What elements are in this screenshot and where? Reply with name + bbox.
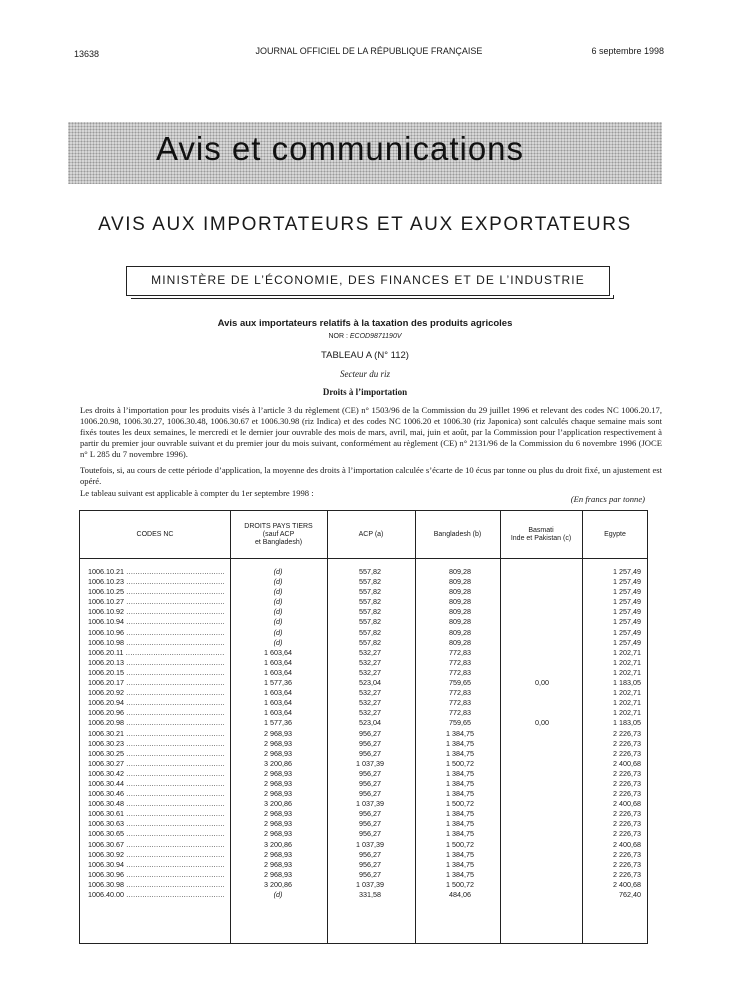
droit-egypte: 2 226,73 bbox=[613, 819, 641, 829]
droit-egypte: 1 257,49 bbox=[613, 597, 641, 607]
droit-bangladesh: 809,28 bbox=[449, 597, 471, 607]
droit-acp: 557,82 bbox=[359, 577, 381, 587]
code-nc: 1006.20.15 ..... bbox=[88, 668, 224, 678]
sector: Secteur du riz bbox=[340, 369, 390, 379]
code-nc: 1006.20.96 ..... bbox=[88, 708, 224, 718]
publication-date: 6 septembre 1998 bbox=[591, 46, 664, 56]
droit-bangladesh: 484,06 bbox=[449, 890, 471, 899]
code-nc: 1006.30.61 ..... bbox=[88, 809, 224, 819]
droit-acp: 532,27 bbox=[359, 708, 381, 718]
droit-pays-tiers: 2 968,93 bbox=[264, 829, 292, 839]
notice-title: Avis aux importateurs relatifs à la taxation des produits agricoles bbox=[217, 318, 513, 329]
droit-bangladesh: 1 384,75 bbox=[446, 829, 474, 839]
droit-bangladesh: 809,28 bbox=[449, 607, 471, 617]
droit-acp: 1 037,39 bbox=[356, 799, 384, 809]
droit-egypte: 1 202,71 bbox=[613, 657, 641, 667]
droit-bangladesh: 1 500,72 bbox=[446, 758, 474, 768]
section-title: AVIS AUX IMPORTATEURS ET AUX EXPORTATEURS bbox=[98, 214, 632, 235]
droit-egypte: 2 226,73 bbox=[613, 738, 641, 748]
header-codes-nc: CODES NC bbox=[136, 530, 174, 538]
droit-bangladesh: 1 384,75 bbox=[446, 768, 474, 778]
droit-bangladesh: 1 384,75 bbox=[446, 789, 474, 799]
paragraph-2: Toutefois, si, au cours de cette période d’application, la moyenne des droits à l’importation calculée s’écarte de 10 écus par tonne ou plus du droit fixé, un ajustement est opéré. bbox=[80, 465, 662, 486]
header-basmati: Basmati Inde et Pakistan (c) bbox=[510, 526, 572, 542]
droit-pays-tiers: 2 968,93 bbox=[264, 768, 292, 778]
droit-pays-tiers: 1 603,64 bbox=[264, 647, 292, 657]
nor-reference bbox=[80, 333, 650, 340]
droit-bangladesh: 1 384,75 bbox=[446, 778, 474, 788]
droit-pays-tiers: (d) bbox=[273, 577, 283, 587]
droit-egypte: 1 257,49 bbox=[613, 607, 641, 617]
table-row bbox=[80, 769, 647, 779]
droit-egypte: 2 226,73 bbox=[613, 728, 641, 738]
droit-egypte: 1 257,49 bbox=[613, 577, 641, 587]
code-nc: 1006.30.46 ..... bbox=[88, 789, 224, 799]
droit-egypte: 2 400,68 bbox=[613, 839, 641, 849]
table-row bbox=[80, 789, 647, 799]
table-row bbox=[80, 749, 647, 759]
droit-acp: 956,27 bbox=[359, 819, 381, 829]
droit-bangladesh: 759,65 bbox=[449, 718, 471, 728]
page-number: 13638 bbox=[74, 49, 100, 59]
droit-bangladesh: 772,83 bbox=[449, 657, 471, 667]
droit-acp: 557,82 bbox=[359, 567, 381, 576]
droit-egypte: 1 257,49 bbox=[613, 587, 641, 597]
table-row bbox=[80, 799, 647, 809]
paragraph-3: Le tableau suivant est applicable à compter du 1er septembre 1998 : bbox=[80, 488, 314, 498]
droit-pays-tiers: 2 968,93 bbox=[264, 728, 292, 738]
table-row bbox=[80, 597, 647, 607]
droit-bangladesh: 809,28 bbox=[449, 627, 471, 637]
droit-egypte: 2 400,68 bbox=[613, 799, 641, 809]
code-nc: 1006.10.25 ..... bbox=[88, 587, 224, 597]
droit-bangladesh: 1 500,72 bbox=[446, 839, 474, 849]
code-nc: 1006.30.42 ..... bbox=[88, 769, 224, 779]
droit-bangladesh: 1 384,75 bbox=[446, 819, 474, 829]
code-nc: 1006.20.13 ..... bbox=[88, 658, 224, 668]
nor-code: ECOD9871190V bbox=[349, 333, 402, 340]
droit-bangladesh: 759,65 bbox=[449, 678, 471, 688]
droit-egypte: 2 226,73 bbox=[613, 809, 641, 819]
code-nc: 1006.20.92 ..... bbox=[88, 688, 224, 698]
droit-pays-tiers: (d) bbox=[273, 637, 283, 647]
droit-pays-tiers: (d) bbox=[273, 597, 283, 607]
code-nc: 1006.30.44 ..... bbox=[88, 779, 224, 789]
droit-pays-tiers: 1 603,64 bbox=[264, 657, 292, 667]
droit-egypte: 1 257,49 bbox=[613, 567, 641, 576]
droit-pays-tiers: 1 603,64 bbox=[264, 698, 292, 708]
droit-pays-tiers: (d) bbox=[273, 567, 283, 576]
droit-bangladesh: 772,83 bbox=[449, 698, 471, 708]
droit-egypte: 1 202,71 bbox=[613, 667, 641, 677]
droit-bangladesh: 1 384,75 bbox=[446, 728, 474, 738]
droit-acp: 956,27 bbox=[359, 728, 381, 738]
droit-pays-tiers: 2 968,93 bbox=[264, 778, 292, 788]
droit-acp: 956,27 bbox=[359, 768, 381, 778]
droit-pays-tiers: 2 968,93 bbox=[264, 849, 292, 859]
droit-bangladesh: 772,83 bbox=[449, 688, 471, 698]
droit-egypte: 1 183,05 bbox=[613, 678, 641, 688]
code-nc: 1006.10.98 ..... bbox=[88, 638, 224, 648]
droit-pays-tiers: 3 200,86 bbox=[264, 758, 292, 768]
droit-acp: 1 037,39 bbox=[356, 879, 384, 889]
code-nc: 1006.10.27 ..... bbox=[88, 597, 224, 607]
droit-bangladesh: 772,83 bbox=[449, 708, 471, 718]
code-nc: 1006.30.94 ..... bbox=[88, 860, 224, 870]
header-pays-tiers: DROITS PAYS TIERS (sauf ACP et Bangladesh) bbox=[244, 522, 313, 546]
journal-title: JOURNAL OFFICIEL DE LA RÉPUBLIQUE FRANÇAISE bbox=[255, 46, 483, 56]
code-nc: 1006.30.21 ..... bbox=[88, 729, 224, 739]
droit-pays-tiers: 2 968,93 bbox=[264, 859, 292, 869]
code-nc: 1006.20.17 ..... bbox=[88, 678, 224, 688]
droit-bangladesh: 809,28 bbox=[449, 567, 471, 576]
table-row bbox=[80, 698, 647, 708]
code-nc: 1006.30.63 ..... bbox=[88, 819, 224, 829]
header-acp: ACP (a) bbox=[358, 530, 384, 538]
droit-acp: 557,82 bbox=[359, 597, 381, 607]
code-nc: 1006.10.94 ..... bbox=[88, 617, 224, 627]
code-nc: 1006.30.92 ..... bbox=[88, 850, 224, 860]
droit-acp: 956,27 bbox=[359, 778, 381, 788]
droit-acp: 956,27 bbox=[359, 748, 381, 758]
droit-bangladesh: 1 500,72 bbox=[446, 799, 474, 809]
droit-egypte: 1 257,49 bbox=[613, 627, 641, 637]
droit-pays-tiers: (d) bbox=[273, 607, 283, 617]
droit-egypte: 2 226,73 bbox=[613, 778, 641, 788]
table-row bbox=[80, 688, 647, 698]
box-shadow-line bbox=[131, 295, 614, 299]
droit-pays-tiers: (d) bbox=[273, 587, 283, 597]
droit-acp: 532,27 bbox=[359, 698, 381, 708]
table-row bbox=[80, 729, 647, 739]
droit-acp: 1 037,39 bbox=[356, 758, 384, 768]
droit-pays-tiers: 3 200,86 bbox=[264, 879, 292, 889]
table-row bbox=[80, 759, 647, 769]
droit-acp: 557,82 bbox=[359, 627, 381, 637]
droit-acp: 532,27 bbox=[359, 647, 381, 657]
droit-acp: 956,27 bbox=[359, 829, 381, 839]
droit-acp: 956,27 bbox=[359, 789, 381, 799]
table-row bbox=[80, 678, 647, 688]
nor-label: NOR : bbox=[328, 333, 348, 340]
duties-table bbox=[79, 510, 648, 944]
droit-pays-tiers: (d) bbox=[273, 890, 283, 899]
droit-pays-tiers: 3 200,86 bbox=[264, 839, 292, 849]
droit-pays-tiers: 1 603,64 bbox=[264, 667, 292, 677]
droit-egypte: 1 202,71 bbox=[613, 647, 641, 657]
droit-egypte: 1 257,49 bbox=[613, 637, 641, 647]
table-row bbox=[80, 658, 647, 668]
code-nc: 1006.30.23 ..... bbox=[88, 739, 224, 749]
droit-bangladesh: 772,83 bbox=[449, 647, 471, 657]
table-row bbox=[80, 617, 647, 627]
droit-egypte: 2 226,73 bbox=[613, 829, 641, 839]
code-nc: 1006.10.96 ..... bbox=[88, 628, 224, 638]
droit-pays-tiers: 2 968,93 bbox=[264, 819, 292, 829]
droit-acp: 956,27 bbox=[359, 869, 381, 879]
droit-egypte: 1 202,71 bbox=[613, 688, 641, 698]
droit-basmati: 0,00 bbox=[535, 718, 549, 728]
code-nc: 1006.20.11 ..... bbox=[88, 648, 224, 658]
droit-acp: 956,27 bbox=[359, 859, 381, 869]
droit-egypte: 2 226,73 bbox=[613, 859, 641, 869]
table-title: TABLEAU A (N° 112) bbox=[321, 350, 409, 361]
code-nc: 1006.30.67 ..... bbox=[88, 840, 224, 850]
droit-egypte: 1 202,71 bbox=[613, 708, 641, 718]
header-egypte: Egypte bbox=[604, 530, 626, 538]
droit-acp: 557,82 bbox=[359, 607, 381, 617]
table-row bbox=[80, 779, 647, 789]
droit-acp: 557,82 bbox=[359, 637, 381, 647]
droit-egypte: 1 183,05 bbox=[613, 718, 641, 728]
droit-bangladesh: 1 384,75 bbox=[446, 738, 474, 748]
droit-pays-tiers: 2 968,93 bbox=[264, 809, 292, 819]
droit-pays-tiers: 2 968,93 bbox=[264, 748, 292, 758]
droit-egypte: 1 257,49 bbox=[613, 617, 641, 627]
droit-acp: 331,58 bbox=[359, 890, 381, 899]
droit-bangladesh: 1 384,75 bbox=[446, 859, 474, 869]
droit-acp: 557,82 bbox=[359, 617, 381, 627]
droit-pays-tiers: 1 577,36 bbox=[264, 678, 292, 688]
droit-bangladesh: 1 384,75 bbox=[446, 809, 474, 819]
table-row bbox=[80, 860, 647, 870]
droit-egypte: 2 226,73 bbox=[613, 849, 641, 859]
droit-pays-tiers: 1 577,36 bbox=[264, 718, 292, 728]
notice-subtitle: Droits à l’importation bbox=[322, 387, 408, 397]
table-row bbox=[80, 739, 647, 749]
page-header bbox=[74, 46, 664, 62]
droit-pays-tiers: 1 603,64 bbox=[264, 708, 292, 718]
droit-bangladesh: 1 384,75 bbox=[446, 748, 474, 758]
droit-pays-tiers: 1 603,64 bbox=[264, 688, 292, 698]
code-nc: 1006.40.00 ..... bbox=[88, 890, 224, 900]
droit-bangladesh: 1 384,75 bbox=[446, 869, 474, 879]
table-row bbox=[80, 718, 647, 728]
droit-pays-tiers: 3 200,86 bbox=[264, 799, 292, 809]
table-row bbox=[80, 668, 647, 678]
droit-acp: 523,04 bbox=[359, 678, 381, 688]
droit-pays-tiers: 2 968,93 bbox=[264, 738, 292, 748]
code-nc: 1006.20.98 ..... bbox=[88, 718, 224, 728]
droit-bangladesh: 772,83 bbox=[449, 667, 471, 677]
droit-egypte: 2 226,73 bbox=[613, 768, 641, 778]
droit-egypte: 2 226,73 bbox=[613, 789, 641, 799]
droit-pays-tiers: (d) bbox=[273, 627, 283, 637]
table-row bbox=[80, 870, 647, 880]
droit-acp: 1 037,39 bbox=[356, 839, 384, 849]
table-row bbox=[80, 840, 647, 850]
droit-bangladesh: 809,28 bbox=[449, 587, 471, 597]
table-row bbox=[80, 850, 647, 860]
table-row bbox=[80, 708, 647, 718]
droit-egypte: 762,40 bbox=[619, 890, 641, 899]
table-row bbox=[80, 587, 647, 597]
table-row bbox=[80, 638, 647, 648]
droit-pays-tiers: 2 968,93 bbox=[264, 789, 292, 799]
droit-egypte: 2 226,73 bbox=[613, 869, 641, 879]
banner-title: Avis et communications bbox=[156, 130, 525, 167]
code-nc: 1006.10.92 ..... bbox=[88, 607, 224, 617]
table-row bbox=[80, 890, 647, 900]
code-nc: 1006.30.25 ..... bbox=[88, 749, 224, 759]
droit-acp: 956,27 bbox=[359, 849, 381, 859]
droit-egypte: 2 400,68 bbox=[613, 879, 641, 889]
table-row bbox=[80, 607, 647, 617]
table-row bbox=[80, 809, 647, 819]
droit-acp: 532,27 bbox=[359, 688, 381, 698]
droit-bangladesh: 1 500,72 bbox=[446, 879, 474, 889]
droit-pays-tiers: 2 968,93 bbox=[264, 869, 292, 879]
droit-acp: 532,27 bbox=[359, 667, 381, 677]
droit-acp: 523,04 bbox=[359, 718, 381, 728]
droit-egypte: 2 226,73 bbox=[613, 748, 641, 758]
droit-bangladesh: 809,28 bbox=[449, 637, 471, 647]
droit-acp: 557,82 bbox=[359, 587, 381, 597]
code-nc: 1006.30.65 ..... bbox=[88, 829, 224, 839]
table-row bbox=[80, 628, 647, 638]
code-nc: 1006.30.27 ..... bbox=[88, 759, 224, 769]
droit-egypte: 2 400,68 bbox=[613, 758, 641, 768]
droit-basmati: 0,00 bbox=[535, 678, 549, 688]
code-nc: 1006.30.48 ..... bbox=[88, 799, 224, 809]
code-nc: 1006.30.96 ..... bbox=[88, 870, 224, 880]
section-banner bbox=[68, 122, 662, 184]
code-nc: 1006.30.98 ..... bbox=[88, 880, 224, 890]
paragraph-1: Les droits à l’importation pour les produits visés à l’article 3 du règlement (CE) n° 1503/96 de la Commission du 29 juillet 1996 et relevant des codes NC 1006.20.17, 1006.20.98, 1006.30.27, 1006.30.48, 1006.30.67 et 1006.30.98 (riz Indica) et des codes NC 1006.20 et 1006.30 (riz Japonica) sont calculés chaque semaine mais sont fixés toutes les deux semaines, le mercredi et le dernier jour ouvrable des mois de mars, avril, mai, juin et août, par la Commission pour l’application respectivement à partir du premier jour ouvrable suivant et du premier jour du mois suivant, conformément au règlement (CE) n° 2131/96 de la Commission du 6 novembre 1996 (JOCE n° L 285 du 7 novembre 1996). bbox=[80, 405, 662, 459]
code-nc: 1006.10.23 ..... bbox=[88, 577, 224, 587]
droit-acp: 532,27 bbox=[359, 657, 381, 667]
table-row bbox=[80, 577, 647, 587]
table-row bbox=[80, 648, 647, 658]
header-bangladesh: Bangladesh (b) bbox=[433, 530, 482, 538]
droit-bangladesh: 1 384,75 bbox=[446, 849, 474, 859]
table-row bbox=[80, 829, 647, 839]
droit-bangladesh: 809,28 bbox=[449, 577, 471, 587]
droit-acp: 956,27 bbox=[359, 738, 381, 748]
ministry-box bbox=[126, 266, 610, 296]
table-header bbox=[80, 511, 647, 559]
table-row bbox=[80, 567, 647, 577]
droit-egypte: 1 202,71 bbox=[613, 698, 641, 708]
droit-acp: 956,27 bbox=[359, 809, 381, 819]
table-row bbox=[80, 819, 647, 829]
droit-pays-tiers: (d) bbox=[273, 617, 283, 627]
droit-bangladesh: 809,28 bbox=[449, 617, 471, 627]
unit-note: (En francs par tonne) bbox=[570, 494, 645, 504]
code-nc: 1006.20.94 ..... bbox=[88, 698, 224, 708]
ministry-name: MINISTÈRE DE L’ÉCONOMIE, DES FINANCES ET DE L’INDUSTRIE bbox=[151, 273, 585, 287]
table-body bbox=[80, 567, 647, 900]
code-nc: 1006.10.21 ..... bbox=[88, 567, 224, 577]
table-row bbox=[80, 880, 647, 890]
